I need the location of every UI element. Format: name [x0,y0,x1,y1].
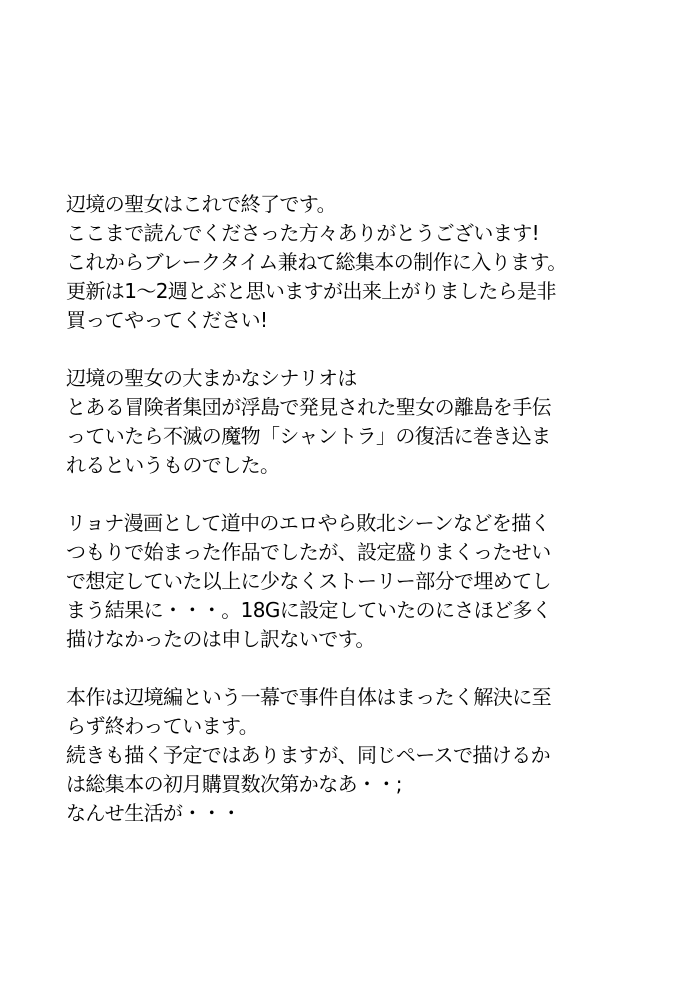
text-line: とある冒険者集団が浮島で発見された聖女の離島を手伝 [66,395,551,419]
paragraph-continuation [66,683,691,828]
text-line: 描けなかったのは申し訳ないです。 [66,627,375,651]
text-line: まう結果に・・・。18Gに設定していたのにさほど多く [66,598,552,622]
text-line: っていたら不滅の魔物「シャントラ」の復活に巻き込ま [66,424,551,448]
text-line: は総集本の初月購買数次第かなあ・・; [66,772,402,796]
text-line: で想定していた以上に少なくストーリー部分で埋めてし [66,569,551,593]
text-line: つもりで始まった作品でしたが、設定盛りまくったせい [66,540,551,564]
text-line: なんせ生活が・・・ [66,801,241,825]
text-line: これからブレークタイム兼ねて総集本の制作に入ります。 [66,250,567,274]
text-line: れるというものでした。 [66,453,280,477]
paragraph-reflection [66,509,691,654]
text-line: 更新は1〜2週とぶと思いますが出来上がりましたら是非 [66,279,556,303]
text-line: 続きも描く予定ではありますが、同じペースで描けるか [66,743,550,767]
afterword-text [66,190,691,828]
text-line: 本作は辺境編という一幕で事件自体はまったく解決に至 [66,685,551,709]
text-line: 買ってやってください! [66,308,268,332]
text-line: リョナ漫画として道中のエロやら敗北シーンなどを描く [66,511,550,535]
text-line: ここまで読んでくださった方々ありがとうございます! [66,221,540,245]
text-line: 辺境の聖女の大まかなシナリオは [66,366,357,390]
text-line: 辺境の聖女はこれで終了です。 [66,192,336,216]
paragraph-ending-notice [66,190,691,335]
paragraph-scenario [66,364,691,480]
text-line: らず終わっています。 [66,714,259,738]
